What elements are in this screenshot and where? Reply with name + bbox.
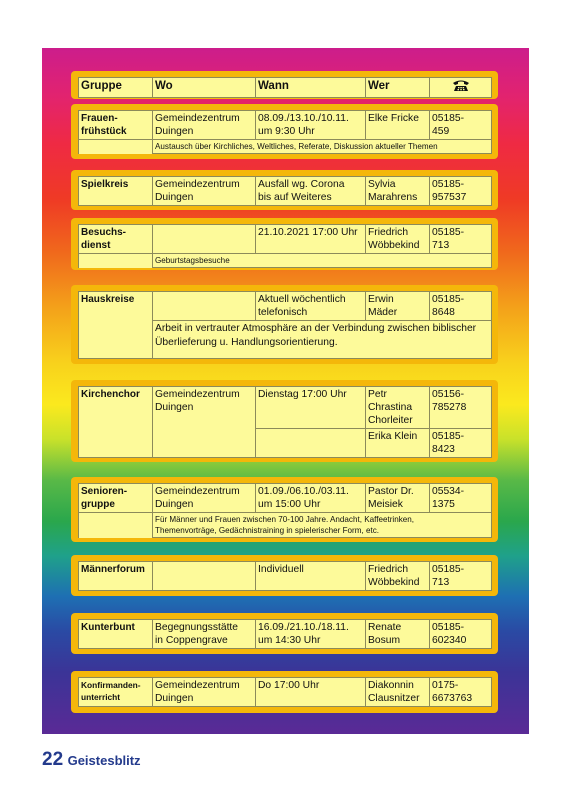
group-name: Männerforum <box>79 562 153 591</box>
group-location <box>153 225 256 254</box>
card-seniorengruppe <box>71 477 498 542</box>
group-table <box>78 110 492 154</box>
page-number: 22 <box>42 749 64 770</box>
group-name: Kunterbunt <box>79 620 153 649</box>
group-location: Begegnungsstätte in Coppengrave <box>153 620 256 649</box>
group-time: 08.09./13.10./10.11. um 9:30 Uhr <box>256 111 366 140</box>
telephone-icon <box>452 79 470 92</box>
card-kirchenchor <box>71 380 498 462</box>
page-footer <box>42 749 141 771</box>
group-table <box>78 386 492 458</box>
group-phone: 05185- 8648 <box>430 292 492 321</box>
card-spielkreis <box>71 170 498 210</box>
header-card <box>71 71 498 99</box>
group-time: Do 17:00 Uhr <box>256 678 366 707</box>
group-contact: Petr Chrastina Chorleiter <box>366 387 430 429</box>
group-location: Gemeindezentrum Duingen <box>153 484 256 513</box>
publication-title: Geistesblitz <box>67 753 141 768</box>
header-wer: Wer <box>366 78 430 98</box>
card-maennerforum <box>71 555 498 596</box>
header-gruppe: Gruppe <box>79 78 153 98</box>
card-kunterbunt <box>71 613 498 654</box>
group-table <box>78 224 492 268</box>
group-location: Gemeindezentrum Duingen <box>153 387 256 458</box>
group-phone: 05185- 957537 <box>430 177 492 206</box>
group-location: Gemeindezentrum Duingen <box>153 111 256 140</box>
group-phone: 05156- 785278 <box>430 387 492 429</box>
group-name: Hauskreise <box>79 292 153 359</box>
group-contact: Diakonnin Clausnitzer <box>366 678 430 707</box>
group-time: 21.10.2021 17:00 Uhr <box>256 225 366 254</box>
group-name: Spielkreis <box>79 177 153 206</box>
group-table <box>78 561 492 591</box>
group-name: Kirchenchor <box>79 387 153 458</box>
group-contact: Friedrich Wöbbekind <box>366 225 430 254</box>
group-time: Aktuell wöchentlich telefonisch <box>256 292 366 321</box>
group-contact: Erwin Mäder <box>366 292 430 321</box>
group-contact: Renate Bosum <box>366 620 430 649</box>
header-table <box>78 77 492 98</box>
group-name: Konfirmanden- unterricht <box>79 678 153 707</box>
group-table <box>78 483 492 538</box>
group-phone: 0175- 6673763 <box>430 678 492 707</box>
card-hauskreise <box>71 285 498 364</box>
group-note: Austausch über Kirchliches, Weltliches, Referate, Diskussion aktueller Themen <box>153 140 492 154</box>
group-contact-2: Erika Klein <box>366 429 430 458</box>
group-contact: Sylvia Marahrens <box>366 177 430 206</box>
group-time: Dienstag 17:00 Uhr <box>256 387 366 429</box>
group-phone: 05185- 459 <box>430 111 492 140</box>
card-konfirmandenunterricht <box>71 671 498 713</box>
group-time: Individuell <box>256 562 366 591</box>
group-time-empty <box>256 429 366 458</box>
group-name: Senioren- gruppe <box>79 484 153 513</box>
group-location: Gemeindezentrum Duingen <box>153 177 256 206</box>
group-table <box>78 176 492 206</box>
group-note: Arbeit in vertrauter Atmosphäre an der Verbindung zwischen biblischer Überlieferung u. Handlungsorientierung. <box>153 321 492 359</box>
header-wann: Wann <box>256 78 366 98</box>
group-time: Ausfall wg. Corona bis auf Weiteres <box>256 177 366 206</box>
card-besuchsdienst <box>71 218 498 270</box>
group-location: Gemeindezentrum Duingen <box>153 678 256 707</box>
card-frauenfruehstueck <box>71 104 498 159</box>
group-name: Besuchs- dienst <box>79 225 153 254</box>
group-location <box>153 562 256 591</box>
group-contact: Pastor Dr. Meisiek <box>366 484 430 513</box>
group-table <box>78 619 492 649</box>
group-time: 01.09./06.10./03.11. um 15:00 Uhr <box>256 484 366 513</box>
header-wo: Wo <box>153 78 256 98</box>
group-name: Frauen- frühstück <box>79 111 153 140</box>
group-location <box>153 292 256 321</box>
group-table <box>78 677 492 707</box>
group-note: Für Männer und Frauen zwischen 70-100 Jahre. Andacht, Kaffeetrinken, Themenvorträge, Gedächnistraining in spielerischer Form, etc. <box>153 513 492 538</box>
group-phone: 05185- 602340 <box>430 620 492 649</box>
group-phone: 05534- 1375 <box>430 484 492 513</box>
group-contact: Elke Fricke <box>366 111 430 140</box>
header-telefon <box>430 78 492 98</box>
group-phone: 05185- 713 <box>430 225 492 254</box>
group-table <box>78 291 492 359</box>
group-time: 16.09./21.10./18.11. um 14:30 Uhr <box>256 620 366 649</box>
group-contact: Friedrich Wöbbekind <box>366 562 430 591</box>
group-note: Geburtstagsbesuche <box>153 254 492 268</box>
group-phone: 05185- 713 <box>430 562 492 591</box>
group-phone-2: 05185- 8423 <box>430 429 492 458</box>
